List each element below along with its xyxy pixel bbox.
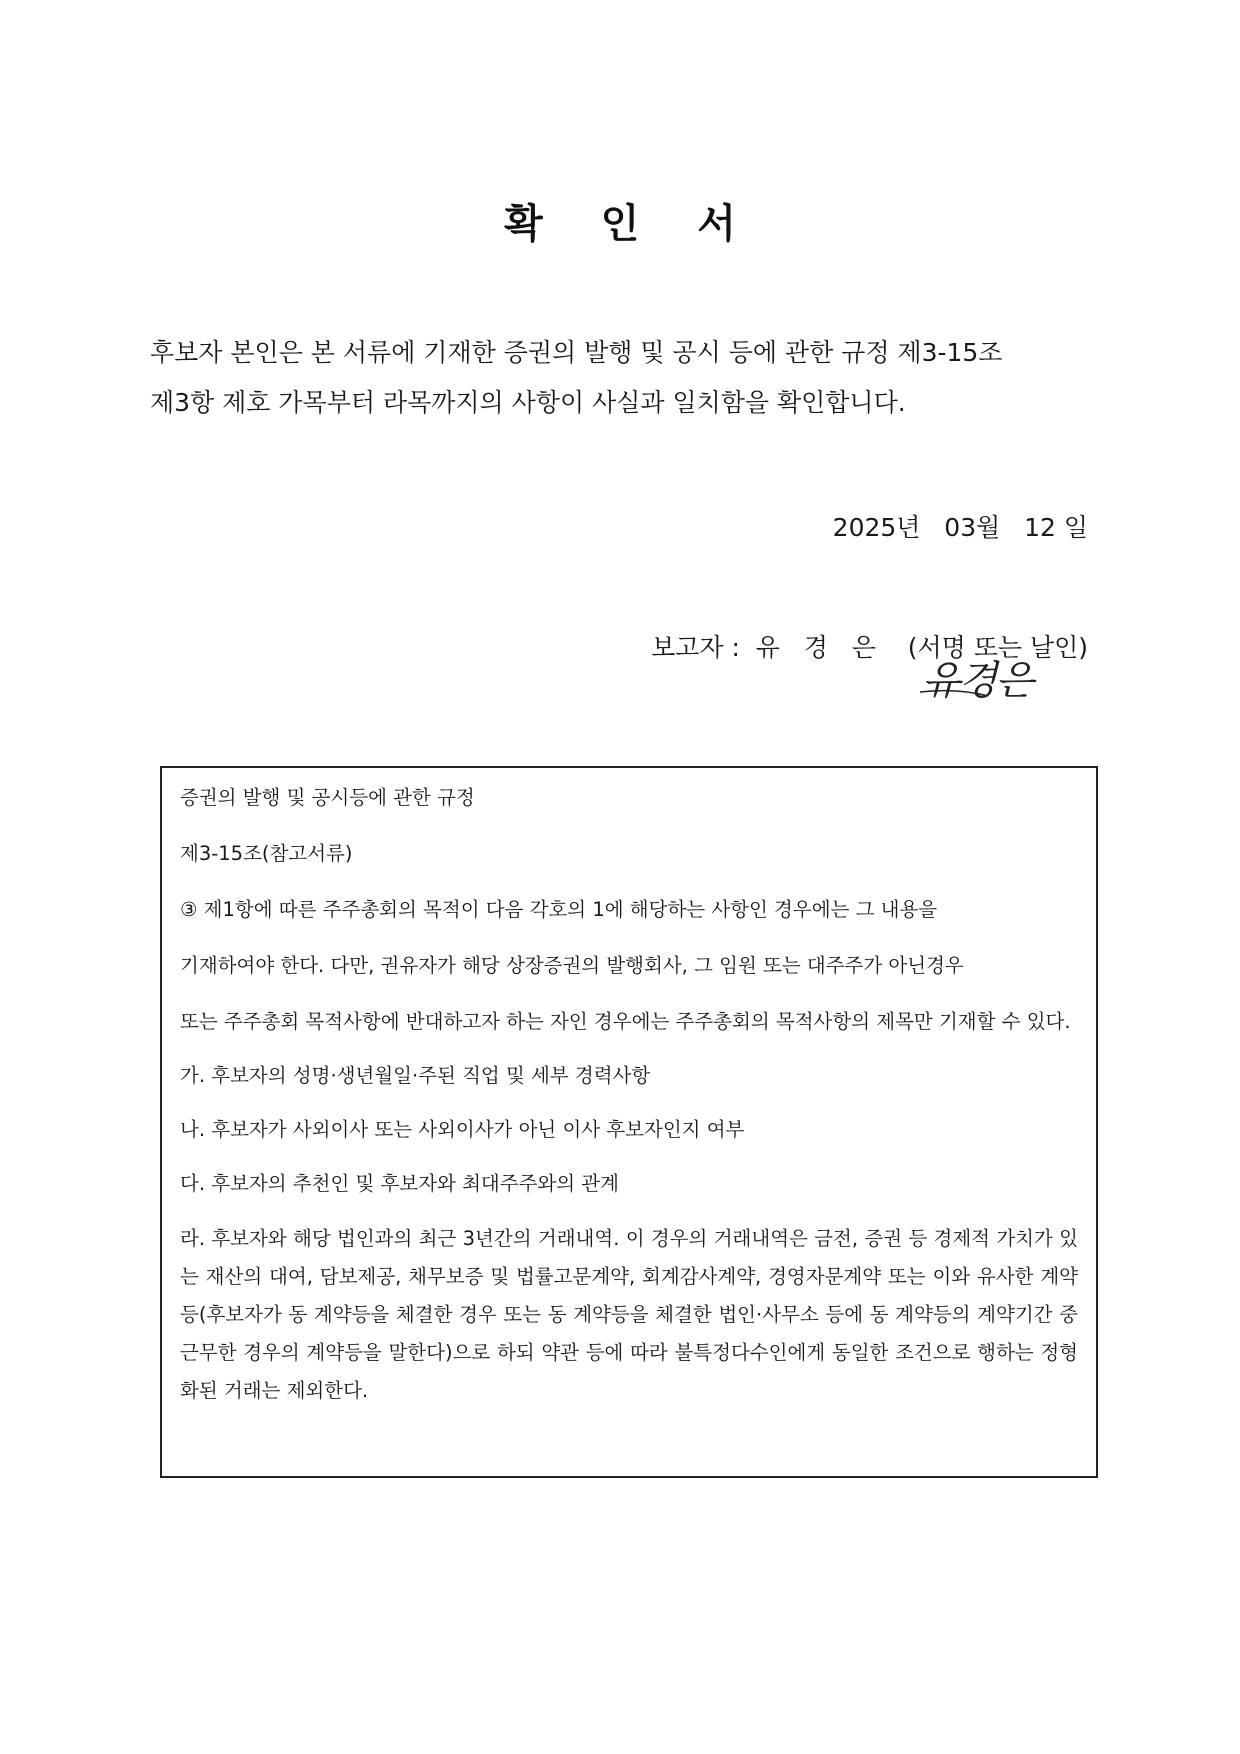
confirmation-statement bbox=[150, 328, 1090, 428]
reporter-line: 보고자 : 유 경 은 (서명 또는 날인) bbox=[651, 633, 1088, 662]
regulation-item-ga: 가. 후보자의 성명·생년월일·주된 직업 및 세부 경력사항 bbox=[180, 1064, 651, 1087]
regulation-heading: 증권의 발행 및 공시등에 관한 규정 bbox=[180, 786, 475, 809]
regulation-excerpt-box bbox=[160, 766, 1098, 1478]
statement-line-1: 후보자 본인은 본 서류에 기재한 증권의 발행 및 공시 등에 관한 규정 제3-15조 bbox=[150, 338, 1003, 367]
regulation-item-da: 다. 후보자의 추천인 및 후보자와 최대주주와의 관계 bbox=[180, 1172, 619, 1195]
document-date: 2025년 03월 12 일 bbox=[832, 513, 1088, 542]
statement-line-2: 제3항 제호 가목부터 라목까지의 사항이 사실과 일치함을 확인합니다. bbox=[150, 388, 906, 417]
document-title: 확 인 서 bbox=[504, 201, 758, 247]
regulation-paragraph3-line3: 또는 주주총회 목적사항에 반대하고자 하는 자인 경우에는 주주총회의 목적사항의 제목만 기재할 수 있다. bbox=[180, 1010, 1071, 1033]
regulation-article: 제3-15조(참고서류) bbox=[180, 842, 353, 865]
regulation-item-ra: 라. 후보자와 해당 법인과의 최근 3년간의 거래내역. 이 경우의 거래내역은 금전, 증권 등 경제적 가치가 있는 재산의 대여, 담보제공, 채무보증 및 법률고문계약, 회계감사계약, 경영자문계약 또는 이와 유사한 계약등(후보자가 동 계약등을 체결한 경우 또는 동 계약등을 체결한 법인·사무소 등에 동 계약등의 계약기간 중 근무한 경우의 계약등을 말한다)으로 하되 약관 등에 따라 불특정다수인에게 동일한 조건으로 행하는 정형화된 거래는 제외한다. bbox=[180, 1227, 1078, 1402]
regulation-paragraph3-line1: ③ 제1항에 따른 주주총회의 목적이 다음 각호의 1에 해당하는 사항인 경우에는 그 내용을 bbox=[180, 898, 938, 921]
signature-image bbox=[918, 648, 1068, 710]
svg-text:유경은: 유경은 bbox=[922, 658, 1032, 704]
regulation-item-na: 나. 후보자가 사외이사 또는 사외이사가 아닌 이사 후보자인지 여부 bbox=[180, 1118, 745, 1141]
regulation-paragraph3-line2: 기재하여야 한다. 다만, 권유자가 해당 상장증권의 발행회사, 그 임원 또는 대주주가 아닌경우 bbox=[180, 954, 964, 977]
